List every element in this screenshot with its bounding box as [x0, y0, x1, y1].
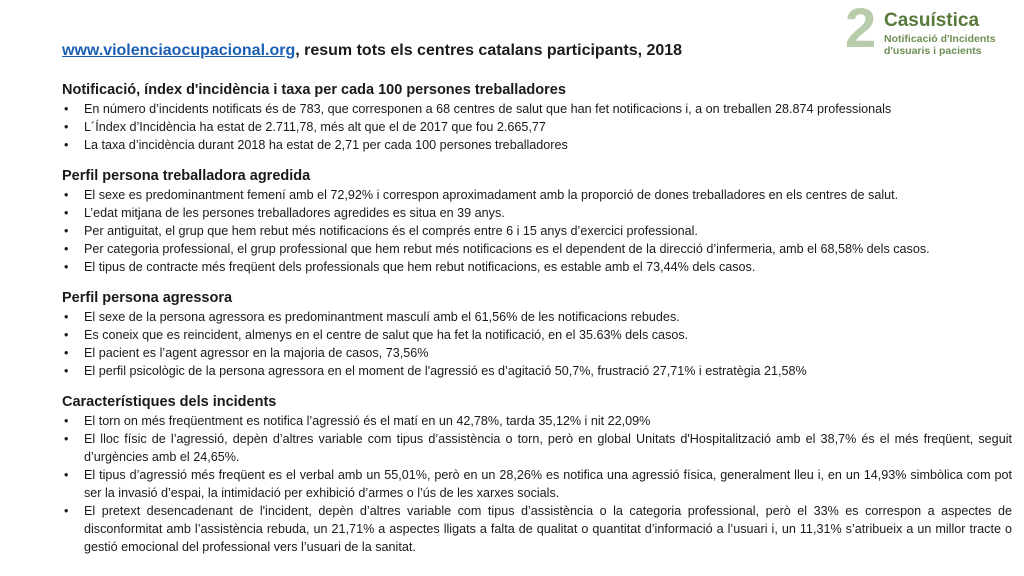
list-item: • L´Índex d’Incidència ha estat de 2.711,78, més alt que el de 2017 que fou 2.665,77	[62, 118, 1012, 136]
logo-subtitle-line2: d'usuaris i pacients	[884, 45, 982, 57]
section-heading: Característiques dels incidents	[62, 394, 277, 410]
list-item: • El pacient es l’agent agressor en la majoria de casos, 73,56%	[62, 344, 1012, 362]
logo-subtitle-line1: Notificació d'Incidents	[884, 33, 996, 45]
section-heading: Notificació, índex d'incidència i taxa per cada 100 persones treballadores	[62, 82, 566, 98]
list-item: • El sexe es predominantment femení amb el 72,92% i correspon aproximadament amb la proporció de dones treballadores en els centres de salut.	[62, 186, 1012, 204]
list-item: • L’edat mitjana de les persones treballadores agredides es situa en 39 anys.	[62, 204, 1012, 222]
list-item: • Es coneix que es reincident, almenys en el centre de salut que ha fet la notificació, en el 35.63% dels casos.	[62, 326, 1012, 344]
list-item: • El torn on més freqüentment es notifica l’agressió és el matí en un 42,78%, tarda 35,12% i nit 22,09%	[62, 412, 1012, 430]
list-item: • El sexe de la persona agressora es predominantment masculí amb el 61,56% de les notificacions rebudes.	[62, 308, 1012, 326]
section-heading: Perfil persona treballadora agredida	[62, 168, 311, 184]
main-content	[62, 80, 1012, 568]
section-perfil-agressora	[62, 288, 1012, 380]
logo-number: 2	[845, 0, 877, 59]
bullet-list	[62, 308, 1012, 380]
list-item: • El perfil psicològic de la persona agressora en el moment de l'agressió es d’agitació 50,7%, frustració 27,71% i estratègia 21,58%	[62, 362, 1012, 380]
logo-title: Casuística	[884, 10, 980, 31]
website-link[interactable]: www.violenciaocupacional.org	[62, 42, 296, 59]
list-item: • El tipus d’agressió més freqüent es el verbal amb un 55,01%, però en un 28,26% es notifica una agressió física, generalment lleu i, en un 14,93% simbòlica com pot ser la invasió d’espai, la intimidació per exhibició d’armes o l’ús de les xarxes socials.	[62, 466, 1012, 502]
casuistica-logo	[845, 0, 1020, 59]
list-item: • Per categoria professional, el grup professional que hem rebut més notificacions es el dependent de la direcció d’infermeria, amb el 68,58% dels casos.	[62, 240, 1012, 258]
page-title-rest: , resum tots els centres catalans participants, 2018	[295, 42, 683, 59]
section-heading: Perfil persona agressora	[62, 290, 233, 306]
bullet-list	[62, 186, 1012, 276]
bullet-list	[62, 412, 1012, 556]
section-notificacio	[62, 80, 1012, 154]
section-caracteristiques	[62, 392, 1012, 556]
logo-subtitle	[884, 33, 996, 57]
list-item: • El tipus de contracte més freqüent dels professionals que hem rebut notificacions, es estable amb el 73,44% dels casos.	[62, 258, 1012, 276]
page-title	[62, 42, 682, 60]
list-item: • En número d’incidents notificats és de 783, que corresponen a 68 centres de salut que han fet notificacions i, a on treballen 28.874 professionals	[62, 100, 1012, 118]
bullet-list	[62, 100, 1012, 154]
list-item: • La taxa d’incidència durant 2018 ha estat de 2,71 per cada 100 persones treballadores	[62, 136, 1012, 154]
list-item: • Per antiguitat, el grup que hem rebut més notificacions és el comprés entre 6 i 15 anys d’exercici professional.	[62, 222, 1012, 240]
section-perfil-treballadora	[62, 166, 1012, 276]
list-item: • El pretext desencadenant de l'incident, depèn d’altres variable com tipus d’assistència o la categoria professional, però el 33% es correspon a aspectes de disconformitat amb l’assistència rebuda, un 21,71% a aspectes lligats a falta de qualitat o quantitat d’informació a l’usuari i, un 11,31% s’atribueix a un millor tracte o gestió emocional del professional vers l’usuari de la sanitat.	[62, 502, 1012, 556]
list-item: • El lloc físic de l’agressió, depèn d’altres variable com tipus d’assistència o torn, però en global Unitats d'Hospitalització amb el 38,7% és el més freqüent, seguit d’urgències amb el 24,65%.	[62, 430, 1012, 466]
